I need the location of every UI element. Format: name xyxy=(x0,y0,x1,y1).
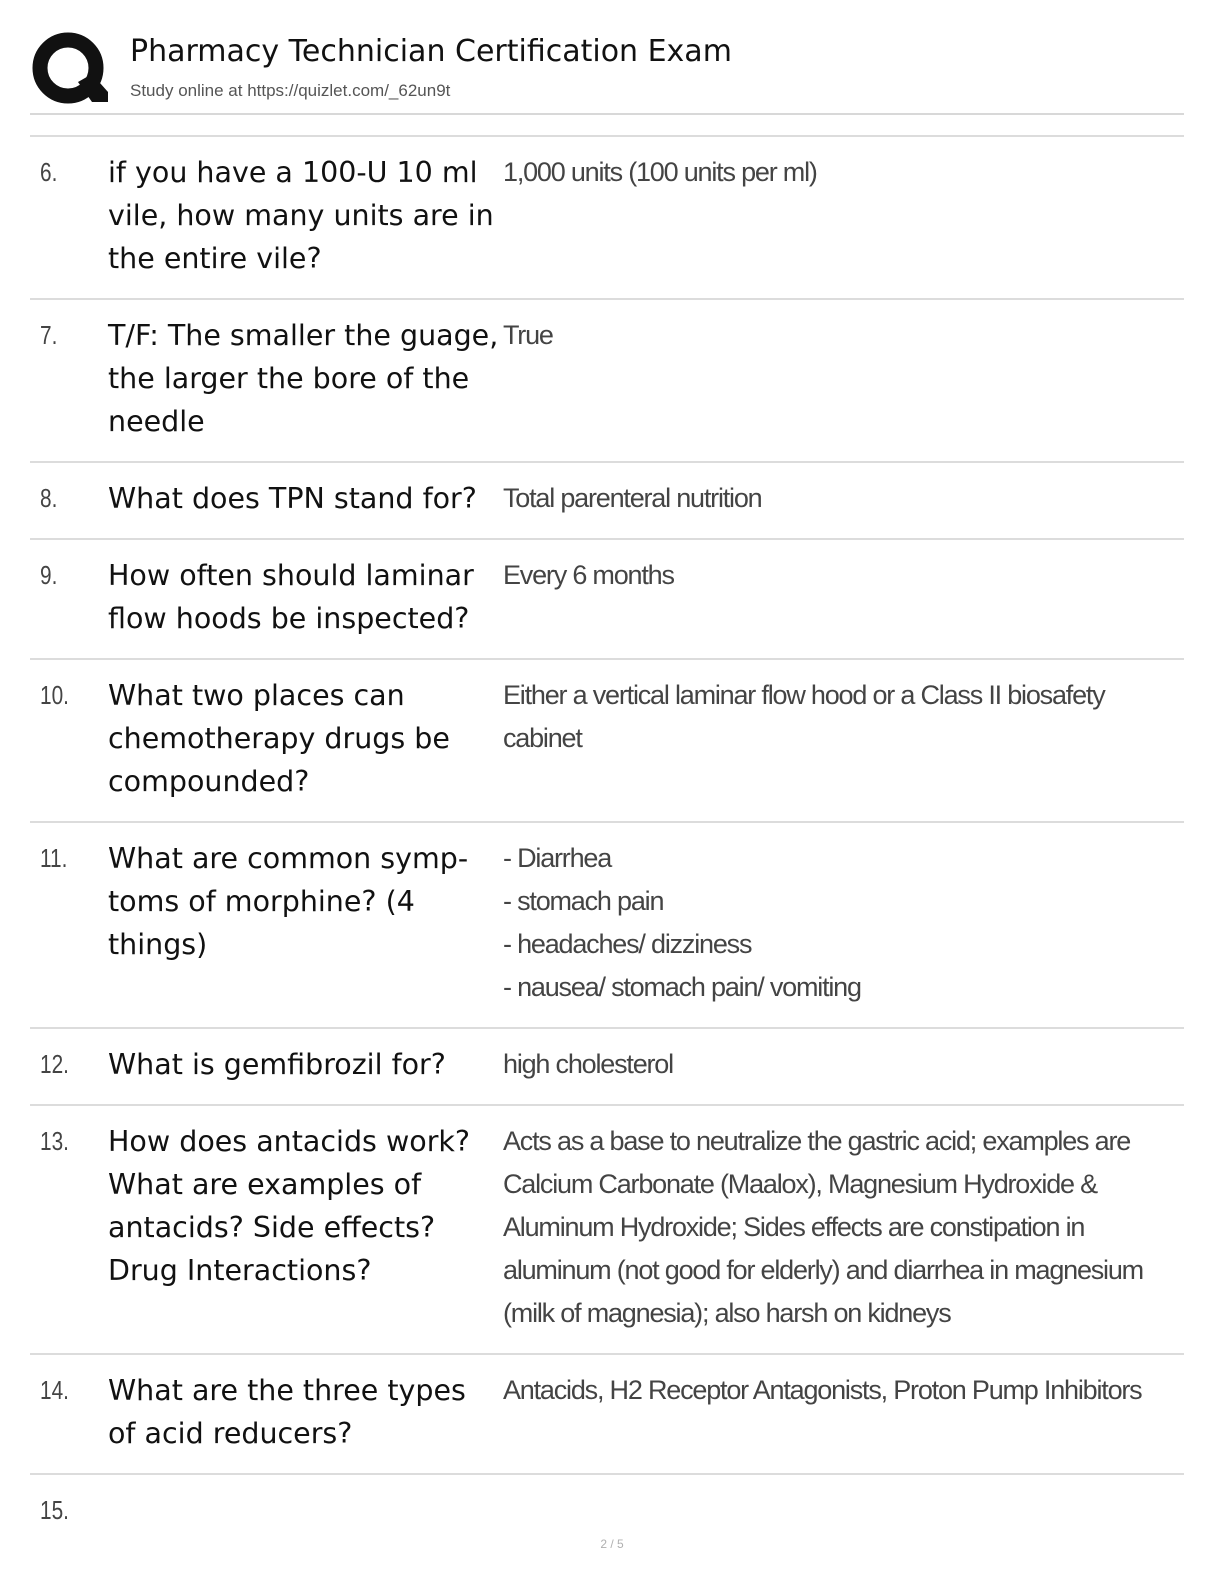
card-number: 15. xyxy=(40,1495,69,1525)
card-definition: 1,000 units (100 units per ml) xyxy=(503,157,817,187)
card-term: What is gemfibrozil for? xyxy=(108,1048,446,1081)
card-term: How does antacids work? What are examples of antacids? Side effects? Drug Interactions? xyxy=(108,1125,471,1287)
flashcard-row xyxy=(30,463,1184,540)
document-title: Pharmacy Technician Certification Exam xyxy=(130,34,732,69)
card-term: What two places can chemotherapy drugs be compounded? xyxy=(108,679,450,798)
page-header xyxy=(30,26,1184,118)
card-term: What does TPN stand for? xyxy=(108,482,477,515)
card-term: What are the three types of acid reducers? xyxy=(108,1374,466,1450)
card-number: 14. xyxy=(40,1375,69,1405)
flashcard-row xyxy=(30,660,1184,823)
card-definition: high cholesterol xyxy=(503,1049,673,1079)
flashcard-row xyxy=(30,1106,1184,1355)
card-number: 10. xyxy=(40,680,69,710)
card-definition: - Diarrhea - stomach pain - headaches/ dizziness - nausea/ stomach pain/ vomiting xyxy=(503,843,861,1002)
flashcard-list xyxy=(30,135,1184,1545)
card-number: 12. xyxy=(40,1049,69,1079)
flashcard-row xyxy=(30,137,1184,300)
card-term: What are common symp-toms of morphine? (4 things) xyxy=(108,842,469,961)
card-definition: Every 6 months xyxy=(503,560,674,590)
study-online-link-text: Study online at https://quizlet.com/_62un9t xyxy=(130,81,451,100)
quizlet-logo-icon xyxy=(32,32,108,106)
card-number: 13. xyxy=(40,1126,69,1156)
card-definition: Either a vertical laminar flow hood or a Class II biosafety cabinet xyxy=(503,680,1105,753)
flashcard-row-partial xyxy=(30,1475,1184,1545)
flashcard-row xyxy=(30,823,1184,1029)
flashcard-row xyxy=(30,540,1184,660)
card-definition: Total parenteral nutrition xyxy=(503,483,762,513)
flashcard-row xyxy=(30,1029,1184,1106)
card-definition: Acts as a base to neutralize the gastric acid; examples are Calcium Carbonate (Maalox), Magnesium Hydroxide & Aluminum Hydroxide; Sides effects are constipation in aluminum (not good for elderly) and diarrhea in magnesium (milk of magnesia); also harsh on kidneys xyxy=(503,1126,1143,1328)
header-divider xyxy=(30,113,1184,115)
card-number: 9. xyxy=(40,560,58,590)
card-term: if you have a 100-U 10 ml vile, how many units are in the entire vile? xyxy=(108,156,494,275)
page-number: 2 / 5 xyxy=(600,1537,624,1551)
card-definition: True xyxy=(503,320,553,350)
flashcard-row xyxy=(30,300,1184,463)
card-number: 11. xyxy=(40,843,68,873)
card-term: T/F: The smaller the guage, the larger the bore of the needle xyxy=(108,319,499,438)
card-number: 6. xyxy=(40,157,58,187)
card-definition: Antacids, H2 Receptor Antagonists, Proton Pump Inhibitors xyxy=(503,1375,1142,1405)
card-term: How often should laminar flow hoods be inspected? xyxy=(108,559,474,635)
card-number: 8. xyxy=(40,483,58,513)
card-number: 7. xyxy=(40,320,58,350)
flashcard-row xyxy=(30,1355,1184,1475)
